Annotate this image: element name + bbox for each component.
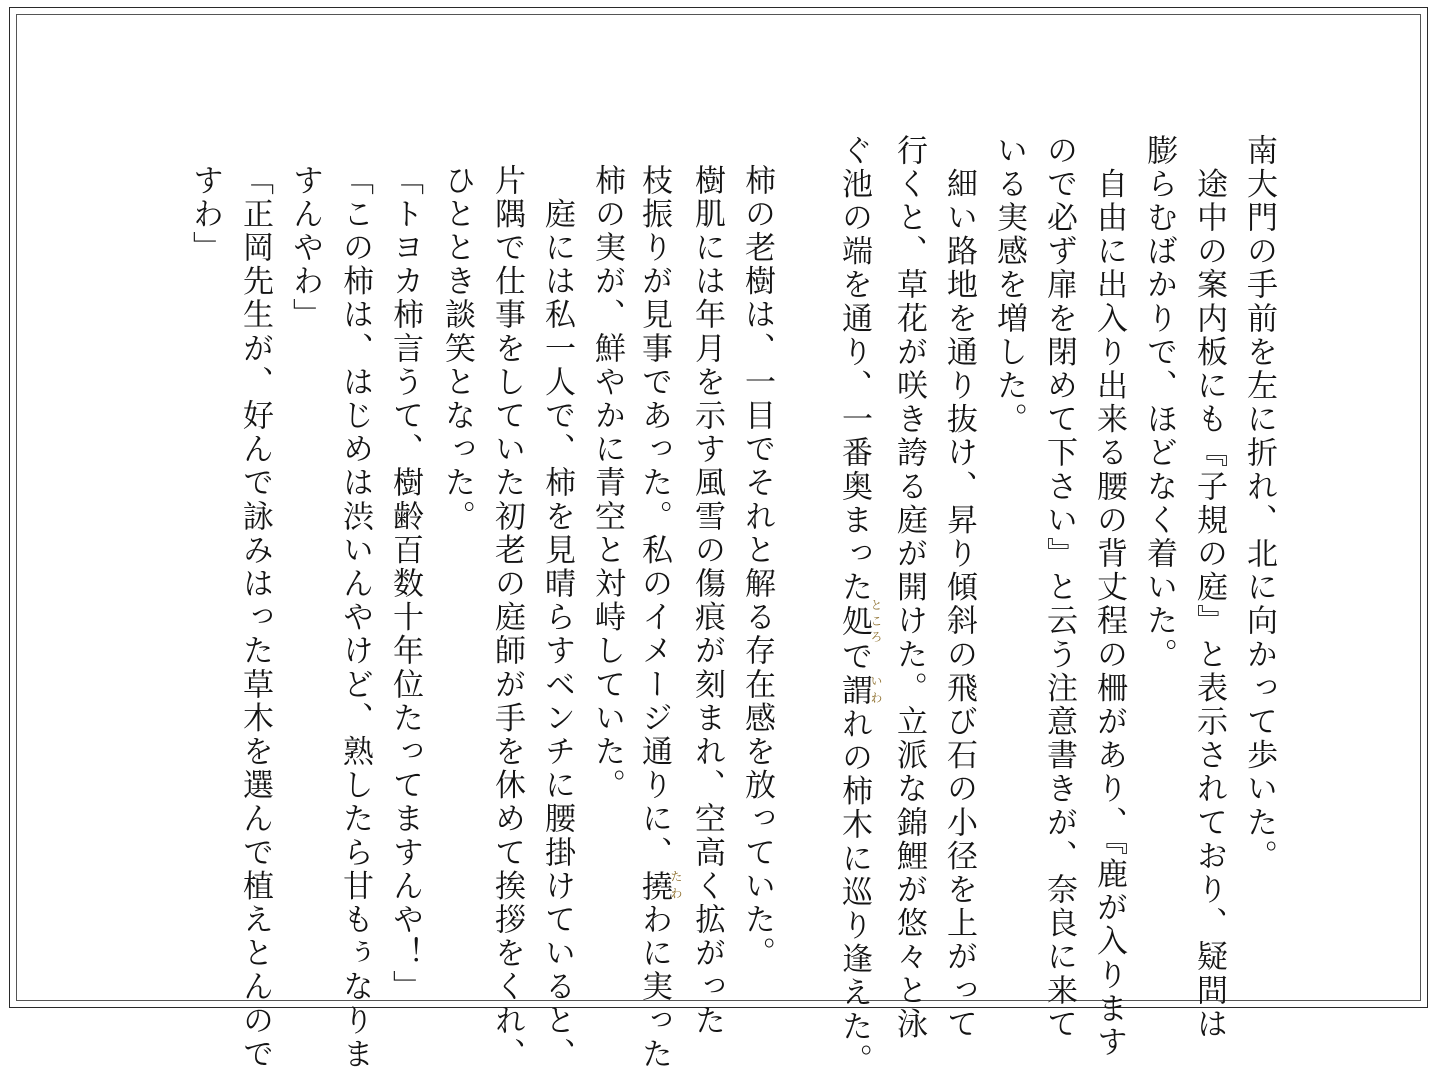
text-column-20: 「正岡先生が、好んで詠みはった草木を選んで植えとんので — [237, 164, 273, 1072]
text-column-4: 自由に出入り出来る腰の背丈程の柵があり、『鹿が入ります — [1091, 134, 1127, 1060]
text-column-8: 行くと、草花が咲き誇る庭が開けた。立派な錦鯉が悠々と泳 — [891, 134, 927, 1042]
text-segment: で — [836, 640, 872, 674]
text-column-13: 柿の実が、鮮やかに青空と対峙していた。 — [589, 164, 625, 803]
text-column-9 — [834, 134, 883, 1077]
text-column-11: 樹肌には年月を示す風雪の傷痕が刻まれ、空高く拡がった — [689, 164, 725, 1038]
ruby-tawa: 撓たわ — [636, 869, 683, 904]
text-column-18: 「この柿は、はじめは渋いんやけど、熟したら甘もぅなりま — [337, 164, 373, 1072]
text-column-14: 庭には私一人で、柿を見晴らすベンチに腰掛けていると、 — [539, 164, 575, 1072]
text-column-12 — [634, 164, 683, 1072]
text-column-3: 膨らむばかりで、ほどなく着いた。 — [1141, 134, 1177, 672]
ruby-iwa: 謂いわ — [836, 674, 883, 708]
text-column-19: すんやわ」 — [287, 164, 323, 332]
text-column-1: 南大門の手前を左に折れ、北に向かって歩いた。 — [1241, 134, 1277, 874]
text-column-21: すわ」 — [187, 164, 223, 265]
text-column-2: 途中の案内板にも『子規の庭』と表示されており、疑問は — [1191, 134, 1227, 1042]
text-column-15: 片隅で仕事をしていた初老の庭師が手を休めて挨拶をくれ、 — [489, 164, 525, 1072]
text-segment: ぐ池の端を通り、一番奥まった — [836, 134, 872, 605]
text-column-17: 「トヨカ柿言うて、樹齢百数十年位たってますんや！」 — [387, 164, 423, 1004]
text-column-6: いる実感を増した。 — [991, 134, 1027, 437]
text-column-5: ので必ず扉を閉めて下さい』と云う注意書きが、奈良に来て — [1041, 134, 1077, 1042]
text-segment: れの柿木に巡り逢えた。 — [836, 707, 872, 1077]
ruby-tokoro: 処ところ — [836, 598, 883, 647]
text-segment: わに実った — [636, 903, 672, 1072]
text-column-16: ひととき談笑となった。 — [439, 164, 475, 534]
text-column-7: 細い路地を通り抜け、昇り傾斜の飛び石の小径を上がって — [941, 134, 977, 1042]
text-segment: 枝振りが見事であった。私のイメージ通りに、 — [636, 164, 672, 870]
text-column-10: 柿の老樹は、一目でそれと解る存在感を放っていた。 — [739, 164, 775, 971]
